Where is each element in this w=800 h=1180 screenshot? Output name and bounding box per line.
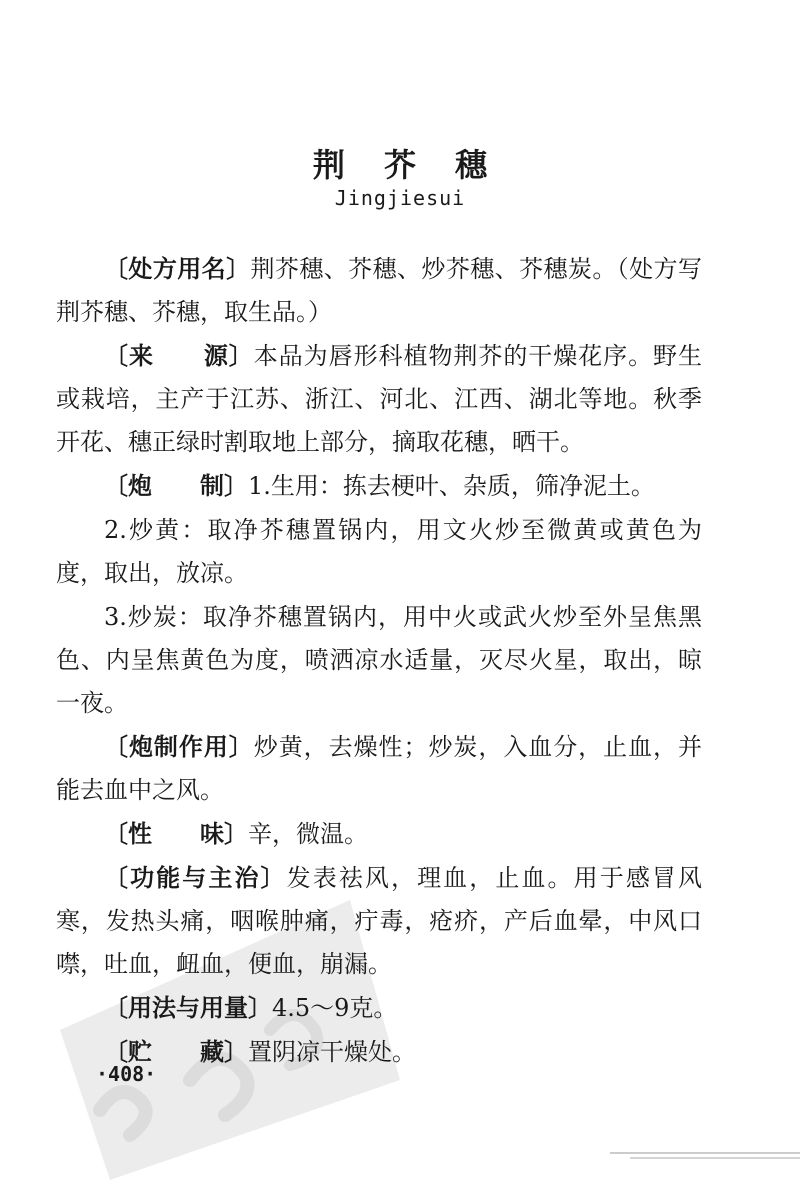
section-text: 发表祛风，理血，止血。用于感冒风寒，发热头痛，咽喉肿痛，疔毒，疮疥，产后血晕，中风口噤，吐血，衄血，便血，崩漏。 [56,864,703,978]
section-text: 置阴凉干燥处。 [248,1038,416,1066]
section-label: 〔处方用名〕 [104,255,251,283]
section-processing-step-2 [56,509,702,595]
section-label: 〔炮制作用〕 [104,733,254,761]
section-label: 〔炮 制〕 [104,472,248,500]
section-label: 〔贮 藏〕 [104,1038,248,1066]
section-label: 〔来 源〕 [104,342,254,370]
section-text: 1.生用：拣去梗叶、杂质，筛净泥土。 [248,472,655,500]
section-processing [56,465,702,508]
page-title: 荆 芥 穗 [312,146,502,184]
section-text: 本品为唇形科植物荆芥的干燥花序。野生或栽培，主产于江苏、浙江、河北、江西、湖北等地。秋季开花、穗正绿时割取地上部分，摘取花穗，晒干。 [56,342,703,456]
pinyin-subtitle: Jingjiesui [334,186,466,210]
section-text: 3.炒炭：取净芥穗置锅内，用中火或武火炒至外呈焦黑色、内呈焦黄色为度，喷洒凉水适量，灭尽火星，取出，晾一夜。 [56,603,702,717]
entry-body [56,248,702,1075]
section-function [56,857,702,986]
section-label: 〔功能与主治〕 [104,864,287,892]
section-processing-effect [56,726,702,812]
section-dosage [56,987,702,1030]
section-label: 〔用法与用量〕 [104,994,272,1022]
section-taste [56,813,702,856]
section-text: 荆芥穗、芥穗、炒芥穗、芥穗炭。（处方写荆芥穗、芥穗，取生品。） [56,255,702,326]
page-edge-lines [610,1150,800,1162]
section-text: 炒黄，去燥性；炒炭，入血分，止血，并能去血中之风。 [56,733,703,804]
page-number: ·408· [96,1062,157,1086]
section-prescription-name [56,248,702,334]
section-processing-step-3 [56,596,702,725]
section-text: 4.5～9克。 [272,994,398,1022]
section-text: 2.炒黄：取净芥穗置锅内，用文火炒至微黄或黄色为度，取出，放凉。 [56,516,702,587]
section-source [56,335,702,464]
section-text: 辛，微温。 [248,820,368,848]
section-label: 〔性 味〕 [104,820,248,848]
